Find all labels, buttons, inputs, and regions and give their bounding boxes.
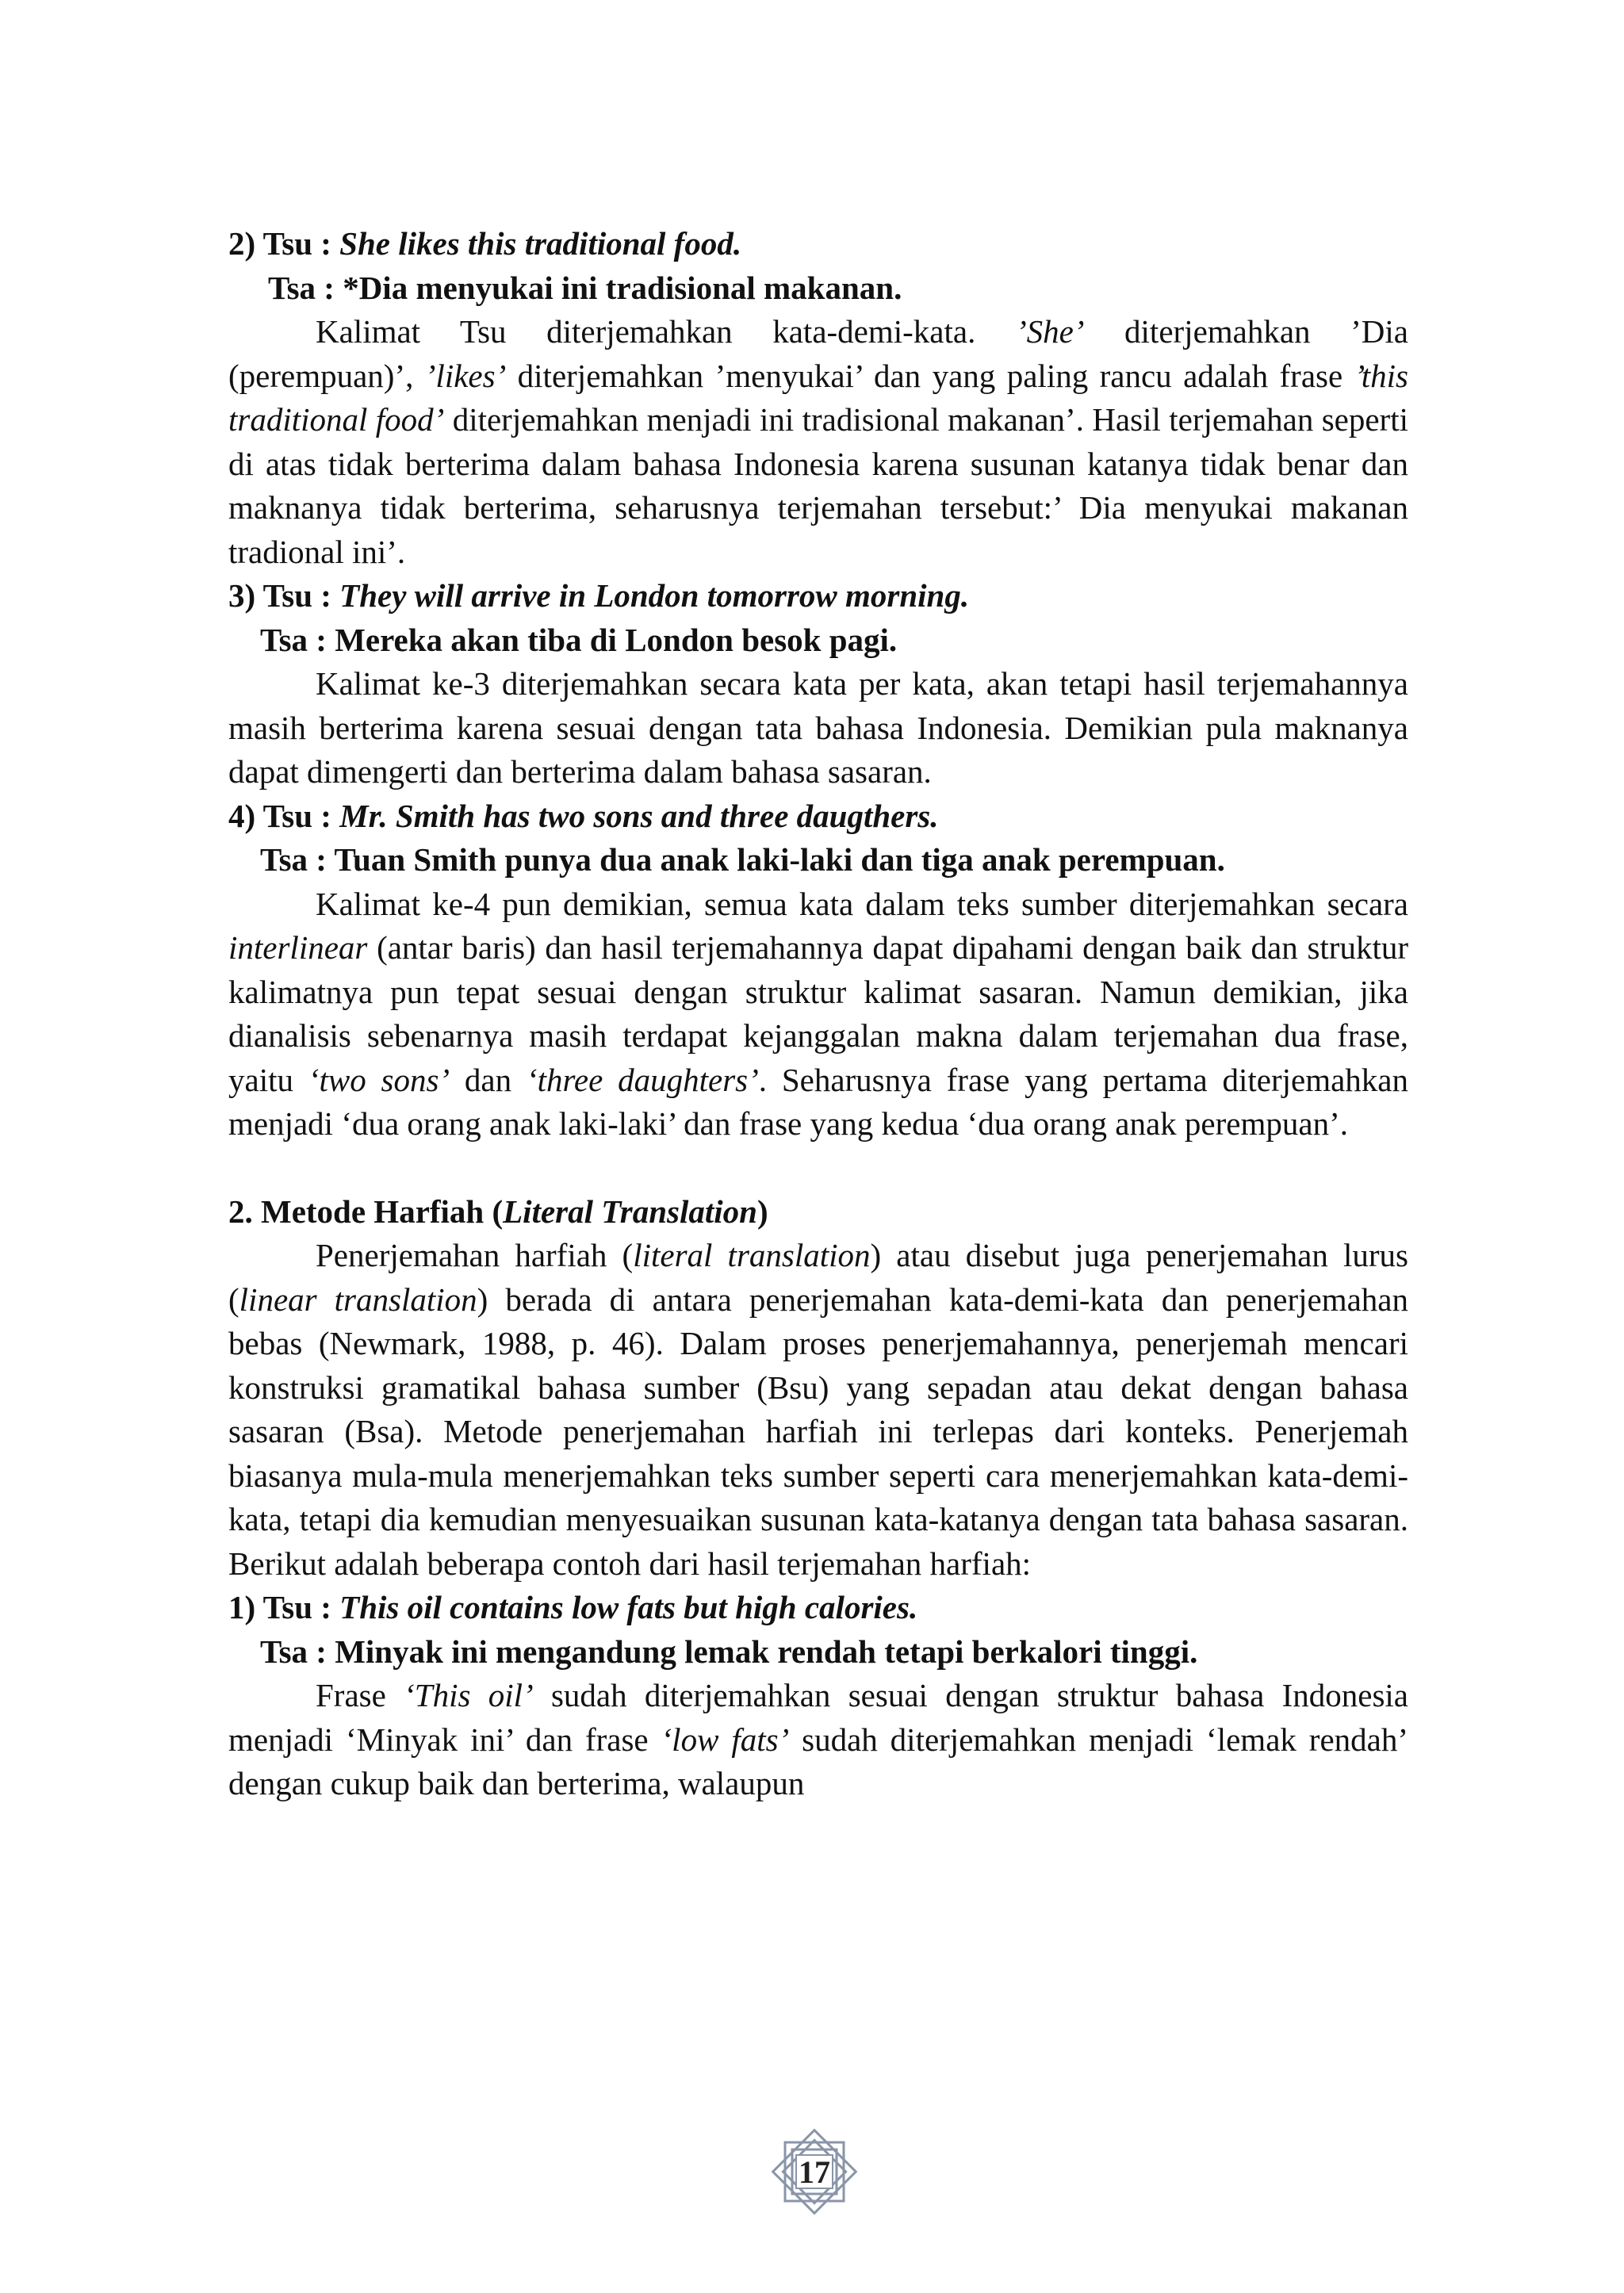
example-2-explanation: Kalimat Tsu diterjemahkan kata-demi-kata. ’She’ diterjemahkan ’Dia (perempuan)’, ’likes’ diterjemahkan ’menyukai’ dan yang paling rancu adalah frase ’this traditional food’ diterjemahkan menjadi ini tradisional makanan’. Hasil terjemahan seperti di atas tidak berterima dalam bahasa Indonesia karena susunan katanya tidak benar dan maknanya tidak berterima, seharusnya terjemahan tersebut:’ Dia menyukai makanan tradional ini’. — [228, 313, 1408, 570]
page-number-badge — [766, 2123, 863, 2220]
page-content — [228, 222, 1408, 1806]
section-heading: 2. Metode Harfiah (Literal Translation) — [228, 1192, 768, 1230]
example-2-source: 2) Tsu : She likes this traditional food. — [228, 225, 742, 262]
section-gap — [228, 1146, 1408, 1190]
example-5-source: 1) Tsu : This oil contains low fats but high calories. — [228, 1589, 918, 1625]
example-4-source: 4) Tsu : Mr. Smith has two sons and three daugthers. — [228, 797, 939, 834]
example-3-source: 3) Tsu : They will arrive in London tomorrow morning. — [228, 577, 970, 614]
example-4-target: Tsa : Tuan Smith punya dua anak laki-laki dan tiga anak perempuan. — [260, 841, 1225, 878]
section-paragraph: Penerjemahan harfiah (literal translation) atau disebut juga penerjemahan lurus (linear translation) berada di antara penerjemahan kata-demi-kata dan penerjemahan bebas (Newmark, 1988, p. 46). Dalam proses penerjemahannya, penerjemah mencari konstruksi gramatikal bahasa sumber (Bsu) yang sepadan atau dekat dengan bahasa sasaran (Bsa). Metode penerjemahan harfiah ini terlepas dari konteks. Penerjemah biasanya mula-mula menerjemahkan teks sumber seperti cara menerjemahkan kata-demi-kata, tetapi dia kemudian menyesuaikan susunan kata-katanya dengan tata bahasa sasaran. Berikut adalah beberapa contoh dari hasil terjemahan harfiah: — [228, 1237, 1408, 1582]
page-number: 17 — [799, 2153, 830, 2190]
example-2-target: Tsa : *Dia menyukai ini tradisional makanan. — [268, 269, 902, 306]
example-5-explanation: Frase ‘This oil’ sudah diterjemahkan sesuai dengan struktur bahasa Indonesia menjadi ‘Minyak ini’ dan frase ‘low fats’ sudah diterjemahkan menjadi ‘lemak rendah’ dengan cukup baik dan berterima, walaupun — [228, 1677, 1408, 1801]
example-3-target: Tsa : Mereka akan tiba di London besok pagi. — [260, 621, 898, 658]
example-3-explanation: Kalimat ke-3 diterjemahkan secara kata per kata, akan tetapi hasil terjemahannya masih berterima karena sesuai dengan tata bahasa Indonesia. Demikian pula maknanya dapat dimengerti dan berterima dalam bahasa sasaran. — [228, 665, 1408, 790]
example-4-explanation: Kalimat ke-4 pun demikian, semua kata dalam teks sumber diterjemahkan secara interlinear (antar baris) dan hasil terjemahannya dapat dipahami dengan baik dan struktur kalimatnya pun tepat sesuai dengan struktur kalimat sasaran. Namun demikian, jika dianalisis sebenarnya masih terdapat kejanggalan makna dalam terjemahan dua frase, yaitu ‘two sons’ dan ‘three daughters’. Seharusnya frase yang pertama diterjemahkan menjadi ‘dua orang anak laki-laki’ dan frase yang kedua ‘dua orang anak perempuan’. — [228, 885, 1408, 1142]
example-5-target: Tsa : Minyak ini mengandung lemak rendah tetapi berkalori tinggi. — [260, 1633, 1198, 1670]
